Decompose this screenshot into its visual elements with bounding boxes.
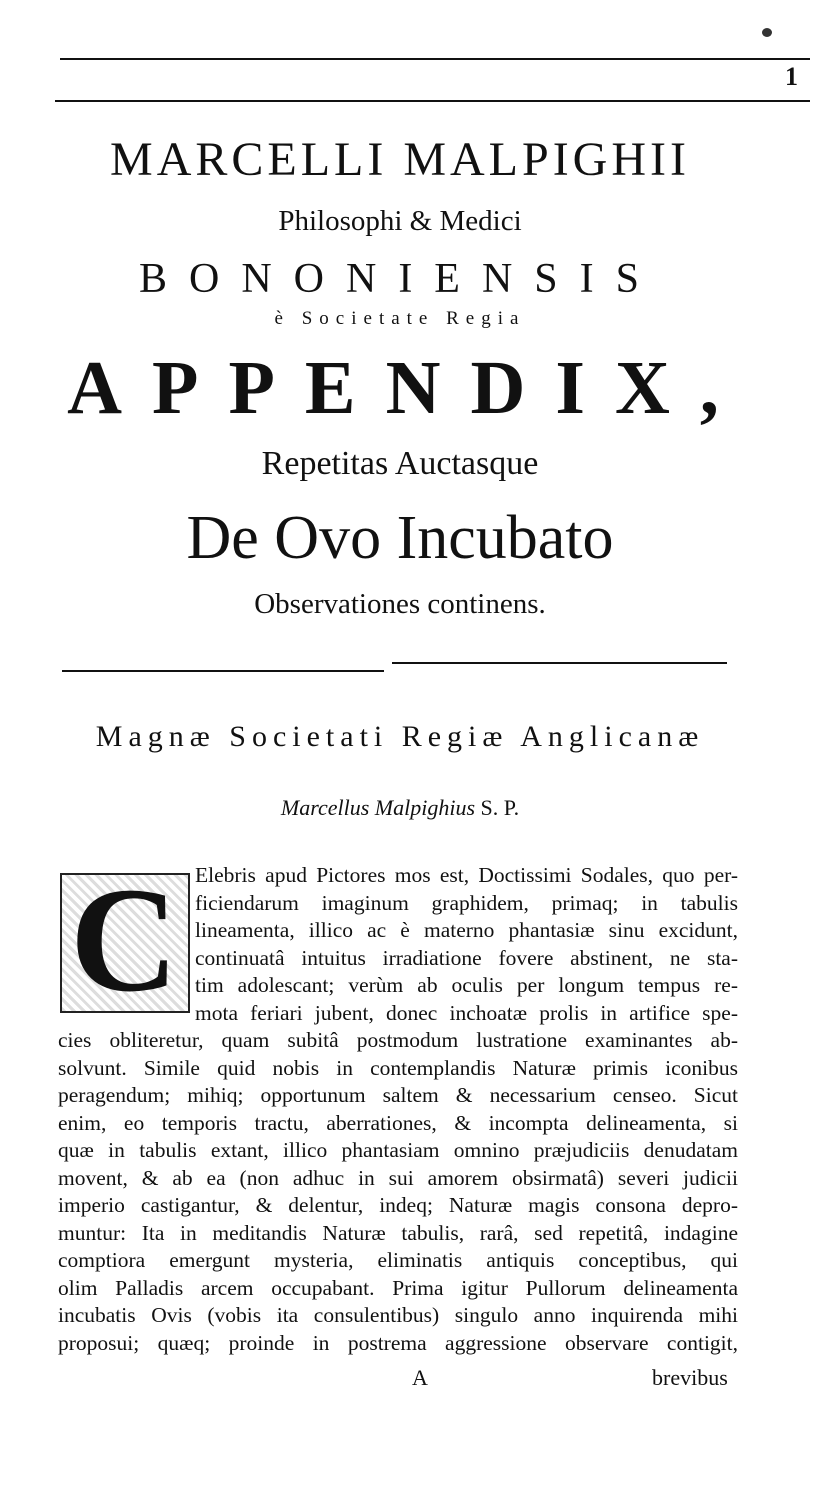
body-line: cies obliteretur, quam subitâ postmodum lustratione examinantes ab- [58,1028,738,1052]
appendix-title: APPENDIX, [67,346,749,430]
body-line: tim adolescant; verùm ab oculis per longum tempus re- [195,973,738,997]
top-rule [60,58,810,60]
body-line: incubatis Ovis (vobis ita consulentibus) singulo anno inquirenda mihi [58,1303,738,1327]
initial-letter: C [70,857,179,1023]
body-line: continuatâ intuitus irradiatione fovere abstinent, ne sta- [195,945,738,970]
dedication-heading: Magnæ Societati Regiæ Anglicanæ [95,720,705,753]
body-line: ficiendarum imaginum graphidem, primaq; in tabulis [195,890,738,915]
body-text [58,857,738,1357]
author-profession: Philosophi & Medici [278,205,522,237]
body-line: enim, eo temporis tractu, aberrationes, & incompta delineamenta, si [58,1110,738,1135]
body-line: solvunt. Simile quid nobis in contemplandis Naturæ primis iconibus [58,1055,738,1080]
dedication-signature [0,795,800,821]
body-line: peragendum; mihiq; opportunum saltem & necessarium censeo. Sicut [58,1083,738,1107]
signature-mark: A [412,1365,428,1390]
title-divider-left [62,670,384,672]
signature-suffix: S. P. [480,795,520,820]
city-title: BONONIENSIS [138,256,661,302]
author-title: MARCELLI MALPIGHII [110,133,690,186]
observations-line: Observationes continens. [254,588,546,620]
body-line: olim Palladis arcem occupabant. Prima igitur Pullorum delineamenta [58,1275,738,1300]
title-divider-right [392,662,727,664]
body-line: muntur: Ita in meditandis Naturæ tabulis, rarâ, sed repetitâ, indagine [58,1220,738,1245]
catchword: brevibus [652,1365,728,1390]
body-line: mota feriari jubent, donec inchoatæ prolis in artifice spe- [195,1000,738,1025]
body-line: Elebris apud Pictores mos est, Doctissimi Sodales, quo per- [195,863,738,887]
body-line: imperio castigantur, & delentur, indeq; Naturæ magis consona depro- [58,1193,738,1217]
page-number: 1 [785,62,798,91]
body-line: comptiora emergunt mysteria, eliminatis antiquis conceptibus, qui [58,1248,738,1272]
repetitas-line: Repetitas Auctasque [261,445,539,482]
main-work-title: De Ovo Incubato [186,504,614,572]
body-line: movent, & ab ea (non adhuc in sui amorem obsirmatâ) severi judicii [58,1165,738,1190]
ink-spot [762,28,772,37]
header-rule [55,100,810,102]
society-line: è Societate Regia [274,308,526,329]
body-line: lineamenta, illico ac è materno phantasiæ sinu excidunt, [195,918,738,942]
body-line: proposui; quæq; proinde in postrema aggressione observare contigit, [58,1330,738,1355]
body-line: quæ in tabulis extant, illico phantasiam omnino præjudiciis denudatam [58,1138,738,1162]
signature-name: Marcellus Malpighius [280,795,476,820]
